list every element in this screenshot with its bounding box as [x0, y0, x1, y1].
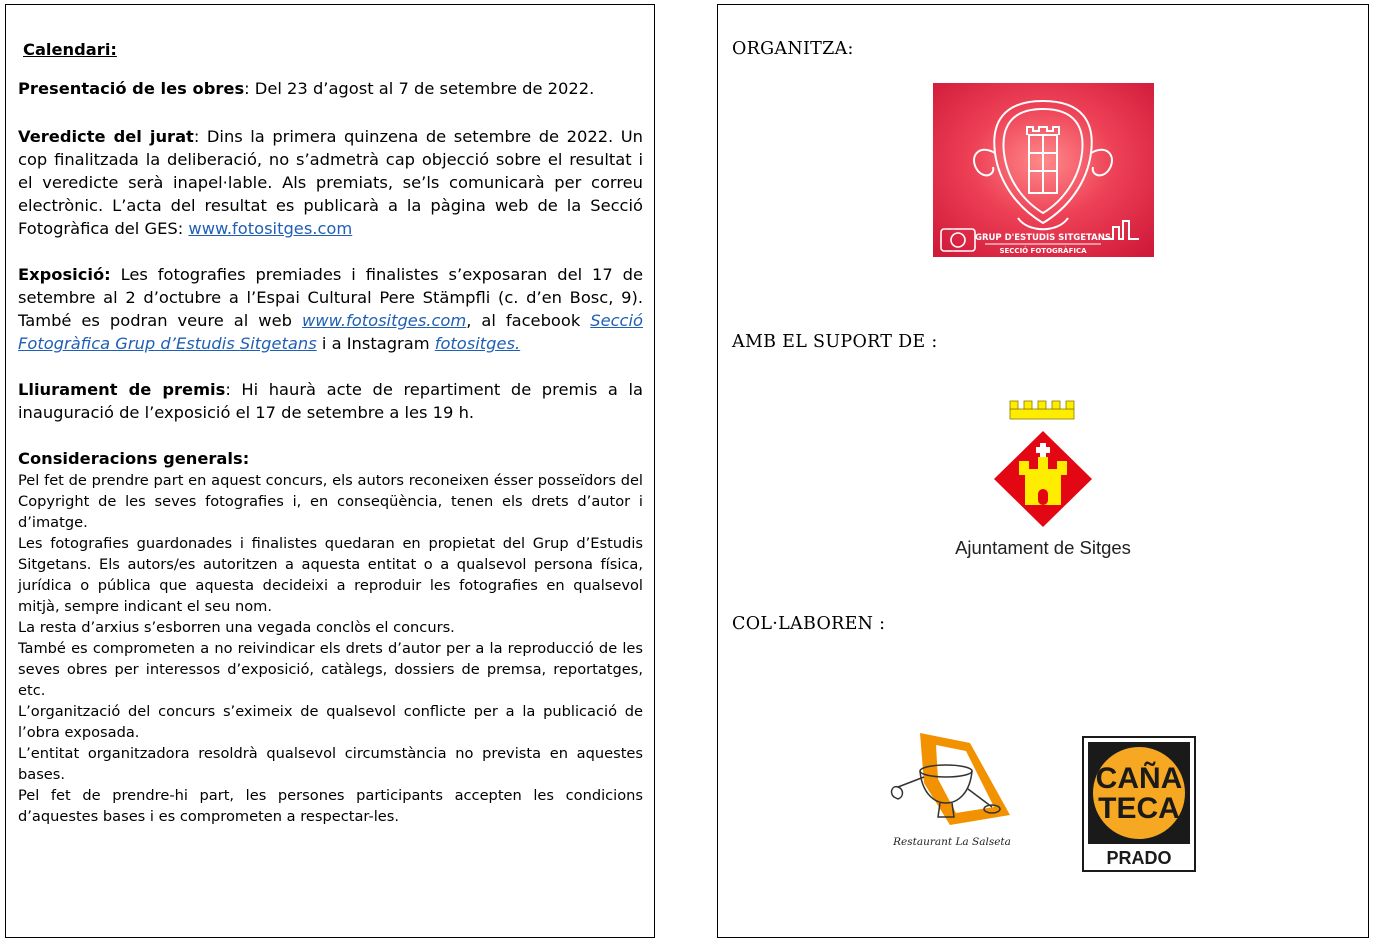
presentation-label: Presentació de les obres [18, 79, 245, 98]
organitza-heading: ORGANITZA: [732, 39, 854, 59]
amb-suport-heading: AMB EL SUPORT DE : [732, 332, 938, 352]
sitges-logo [944, 397, 1144, 567]
awards-text: : Hi haurà acte de repartiment de premis a la inauguració de l’exposició el 17 de setembre a les 19 h. [18, 380, 643, 422]
exhibition-text-2: , al facebook [466, 311, 591, 330]
ges-logo [933, 83, 1154, 257]
awards-label: Lliurament de premis [18, 380, 226, 399]
fotositges-link[interactable]: www.fotositges.com [188, 219, 353, 238]
canateca-caption: PRADO [1106, 848, 1172, 868]
presentation-text: : Del 23 d’agost al 7 de setembre de 2022. [244, 79, 595, 98]
verdict-label: Veredicte del jurat [18, 127, 194, 146]
ges-logo-sub: SECCIÓ FOTOGRÀFICA [999, 247, 1087, 255]
ges-logo-name: GRUP D'ESTUDIS SITGETANS [974, 233, 1112, 243]
presentation-paragraph [18, 77, 643, 100]
right-page [717, 4, 1369, 938]
general-paragraph: La resta d’arxius s’esborren una vegada conclòs el concurs. [18, 619, 455, 636]
general-heading: Consideracions generals: [18, 449, 250, 468]
general-paragraph: Pel fet de prendre-hi part, les persones participants accepten les condicions d’aquestes bases i es comprometen a respectar-les. [18, 787, 643, 825]
canateca-logo [1082, 736, 1196, 872]
salseta-mortar-icon [884, 727, 1020, 853]
canateca-line1: CAÑA [1095, 762, 1183, 795]
exhibition-paragraph [18, 263, 643, 355]
instagram-link[interactable]: fotositges. [434, 334, 521, 353]
facebook-link[interactable]: Secció Fotogràfica Grup d’Estudis Sitgetans [18, 311, 643, 353]
canateca-badge-icon [1082, 736, 1196, 872]
exhibition-text-3: i a Instagram [316, 334, 435, 353]
general-paragraph: També es comprometen a no reivindicar els drets d’autor per a la reproducció de les seves obres per interessos d’exposició, catàlegs, dossiers de premsa, reportatges, etc. [18, 640, 643, 699]
exhibition-text-1: Les fotografies premiades i finalistes s’exposaran del 17 de setembre al 2 d’octubre a l’Espai Cultural Pere Stämpfli (c. d’en Bosc, 9). També es podran veure al web [18, 265, 643, 330]
general-paragraph: Les fotografies guardonades i finalistes quedaran en propietat del Grup d’Estudis Sitgetans. Els autors/es autoritzen a aquesta entitat o a qualsevol persona física, jurídica o pública que aquesta decideixi a reproduir les fotografies en qualsevol mitjà, sempre indicant el seu nom. [18, 535, 643, 615]
sitges-coat-of-arms-icon [944, 397, 1144, 567]
canateca-line2: TECA [1098, 792, 1180, 825]
general-paragraph: L’organització del concurs s’eximeix de qualsevol conflicte per a la publicació de l’obra exposada. [18, 703, 643, 741]
sitges-caption: Ajuntament de Sitges [955, 537, 1131, 558]
verdict-text: : Dins la primera quinzena de setembre de 2022. Un cop finalitzada la deliberació, no s’admetrà cap objecció sobre el resultat i el veredicte serà inapel·lable. Als premiats, se’ls comunicarà per correu electrònic. L’acta del resultat es publicarà a la pàgina web de la Secció Fotogràfica del GES: [18, 127, 643, 238]
fotositges-web-link[interactable]: www.fotositges.com [301, 311, 467, 330]
general-paragraph: Pel fet de prendre part en aquest concurs, els autors reconeixen ésser posseïdors del Copyright de les seves fotografies i, en conseqüència, tenen els drets d’autor i d’imatge. [18, 472, 643, 531]
awards-paragraph [18, 378, 643, 424]
general-body [18, 470, 643, 827]
general-paragraph: L’entitat organitzadora resoldrà qualsevol circumstància no prevista en aquestes bases. [18, 745, 643, 783]
verdict-paragraph [18, 125, 643, 240]
calendar-heading: Calendari: [23, 40, 117, 59]
salseta-caption: Restaurant La Salseta [893, 836, 1011, 848]
salseta-logo [884, 727, 1020, 853]
col-laboren-heading: COL·LABOREN : [732, 614, 886, 634]
exhibition-label: Exposició: [18, 265, 111, 284]
ges-seal-icon [933, 83, 1154, 257]
left-page [5, 4, 655, 938]
